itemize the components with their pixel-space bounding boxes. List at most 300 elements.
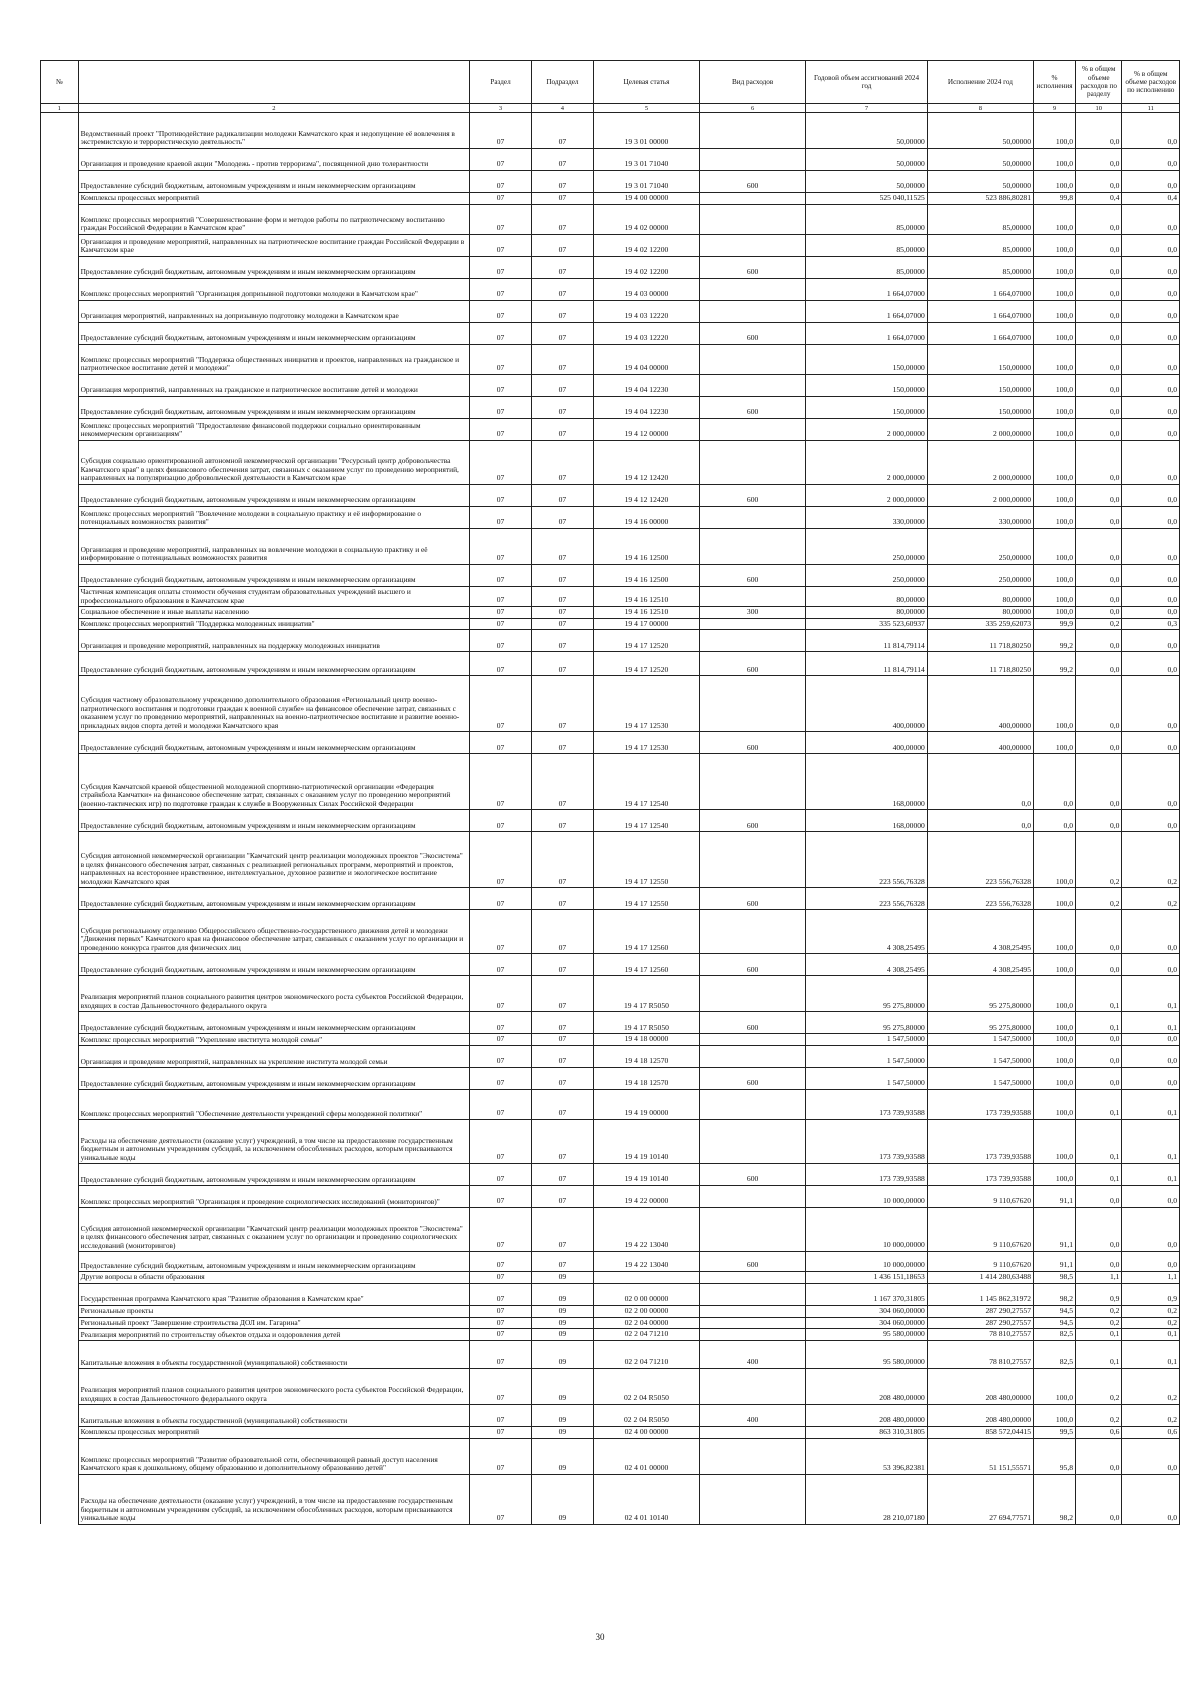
row-name: Организация и проведение мероприятий, направленных на укрепление института молодой семьи [78,1046,469,1068]
row-subsection: 07 [531,630,593,652]
row-name: Комплекс процессных мероприятий "Развитие образовательной сети, обеспечивающей равный доступ населения Камчатского края к дошкольному, общему образованию и дополнительному образованию детей" [78,1438,469,1474]
row-name: Предоставление субсидий бюджетным, автономным учреждениям и иным некоммерческим организациям [78,485,469,507]
table-row [41,205,1180,235]
row-exec: 95 275,80000 [927,1012,1033,1034]
row-exp-type [700,1208,806,1252]
row-index [41,193,79,205]
row-subsection: 07 [531,279,593,301]
row-index [41,1186,79,1208]
row-exec: 4 308,25495 [927,954,1033,976]
row-subsection: 07 [531,810,593,832]
row-annual: 1 547,50000 [806,1034,928,1046]
row-exec: 400,00000 [927,732,1033,754]
row-exec: 208 480,00000 [927,1369,1033,1405]
row-target: 19 3 01 71040 [593,171,699,193]
table-row [41,888,1180,910]
header-num: № [41,61,79,104]
row-target: 02 0 00 00000 [593,1283,699,1305]
row-pct: 100,0 [1034,1034,1076,1046]
row-exp-type [700,832,806,888]
row-index [41,113,79,149]
row-section: 07 [470,1272,532,1284]
row-annual: 1 436 151,18653 [806,1272,928,1284]
row-annual: 95 580,00000 [806,1341,928,1369]
row-share-total: 0,0 [1122,279,1180,301]
header-share-total: % в общем объеме расходов по исполнению [1122,61,1180,104]
row-target: 19 4 17 12560 [593,954,699,976]
row-share-section: 0,0 [1076,529,1122,565]
column-number: 8 [927,104,1033,113]
row-index [41,810,79,832]
row-exec: 150,00000 [927,345,1033,375]
row-annual: 150,00000 [806,397,928,419]
row-index [41,1034,79,1046]
table-row [41,910,1180,954]
row-pct: 100,0 [1034,587,1076,607]
row-index [41,323,79,345]
row-index [41,171,79,193]
row-annual: 250,00000 [806,529,928,565]
row-name: Региональный проект "Завершение строительства ДОЛ им. Гагарина" [78,1317,469,1329]
row-section: 07 [470,1427,532,1439]
row-exp-type: 600 [700,257,806,279]
row-index [41,1046,79,1068]
row-exp-type: 600 [700,485,806,507]
row-target: 19 4 12 12420 [593,441,699,485]
row-annual: 95 275,80000 [806,1012,928,1034]
row-exp-type [700,1046,806,1068]
row-share-total: 0,0 [1122,630,1180,652]
row-exp-type [700,1369,806,1405]
row-pct: 99,2 [1034,652,1076,676]
row-exp-type [700,976,806,1012]
table-row [41,1090,1180,1120]
row-target: 19 4 02 12200 [593,257,699,279]
row-exec: 223 556,76328 [927,888,1033,910]
table-row [41,1317,1180,1329]
row-exec: 523 886,80281 [927,193,1033,205]
row-target: 19 3 01 00000 [593,113,699,149]
row-share-section: 0,2 [1076,618,1122,630]
row-share-section: 0,2 [1076,1317,1122,1329]
row-index [41,1317,79,1329]
row-share-total: 0,0 [1122,754,1180,810]
row-exec: 78 810,27557 [927,1329,1033,1341]
row-index [41,507,79,529]
row-exp-type [700,1427,806,1439]
row-share-section: 0,0 [1076,441,1122,485]
row-exec: 27 694,77571 [927,1474,1033,1524]
row-target: 02 2 04 00000 [593,1317,699,1329]
row-annual: 85,00000 [806,205,928,235]
row-share-section: 0,0 [1076,652,1122,676]
table-row [41,587,1180,607]
row-index [41,1405,79,1427]
row-exec: 223 556,76328 [927,832,1033,888]
row-pct: 100,0 [1034,1068,1076,1090]
row-target: 19 4 18 00000 [593,1034,699,1046]
row-pct: 100,0 [1034,485,1076,507]
row-name: Социальное обеспечение и иные выплаты населению [78,607,469,619]
row-pct: 100,0 [1034,954,1076,976]
row-pct: 100,0 [1034,113,1076,149]
row-exec: 2 000,00000 [927,485,1033,507]
row-index [41,1329,79,1341]
row-index [41,279,79,301]
row-section: 07 [470,1405,532,1427]
row-section: 07 [470,323,532,345]
row-exp-type: 600 [700,1252,806,1272]
row-share-section: 0,0 [1076,235,1122,257]
row-exec: 1 547,50000 [927,1046,1033,1068]
row-share-section: 0,0 [1076,397,1122,419]
row-name: Комплекс процессных мероприятий "Предоставление финансовой поддержки социально ориентированным некоммерческим организациям" [78,419,469,441]
row-annual: 150,00000 [806,345,928,375]
column-number: 6 [700,104,806,113]
table-row [41,832,1180,888]
row-pct: 100,0 [1034,441,1076,485]
row-subsection: 07 [531,397,593,419]
row-pct: 100,0 [1034,419,1076,441]
row-pct: 99,2 [1034,630,1076,652]
row-name: Расходы на обеспечение деятельности (оказание услуг) учреждений, в том числе на предоставление государственным бюджетным и автономным учреждениям субсидий, за исключением обособленных расходов, которым присваиваются уникальные коды [78,1474,469,1524]
row-name: Организация и проведение мероприятий, направленных на поддержку молодежных инициатив [78,630,469,652]
row-share-total: 0,2 [1122,1305,1180,1317]
row-section: 07 [470,754,532,810]
row-share-section: 0,1 [1076,1120,1122,1164]
row-share-section: 0,2 [1076,1305,1122,1317]
row-exp-type [700,1283,806,1305]
row-index [41,345,79,375]
row-exec: 50,00000 [927,149,1033,171]
row-share-total: 0,1 [1122,1012,1180,1034]
table-row [41,1012,1180,1034]
row-pct: 100,0 [1034,1405,1076,1427]
row-share-total: 0,0 [1122,507,1180,529]
row-exec: 11 718,80250 [927,652,1033,676]
row-annual: 10 000,00000 [806,1208,928,1252]
row-name: Организация и проведение мероприятий, направленных на вовлечение молодежи в социальную практику и её информирование о потенциальных возможностях развития [78,529,469,565]
row-share-total: 0,1 [1122,1329,1180,1341]
row-pct: 82,5 [1034,1329,1076,1341]
row-annual: 173 739,93588 [806,1120,928,1164]
row-exp-type [700,587,806,607]
row-index [41,652,79,676]
row-section: 07 [470,888,532,910]
row-annual: 335 523,60937 [806,618,928,630]
row-index [41,485,79,507]
row-share-section: 0,0 [1076,375,1122,397]
row-share-total: 0,0 [1122,419,1180,441]
row-name: Комплекс процессных мероприятий "Вовлечение молодежи в социальную практику и её информирование о потенциальных возможностях развития" [78,507,469,529]
row-index [41,976,79,1012]
row-exec: 1 547,50000 [927,1068,1033,1090]
row-exp-type [700,1090,806,1120]
row-section: 07 [470,375,532,397]
row-pct: 100,0 [1034,301,1076,323]
row-index [41,375,79,397]
row-index [41,1120,79,1164]
row-target: 19 4 12 12420 [593,485,699,507]
row-pct: 100,0 [1034,1120,1076,1164]
row-subsection: 07 [531,345,593,375]
row-pct: 98,2 [1034,1474,1076,1524]
row-subsection: 07 [531,832,593,888]
row-target: 19 4 17 12520 [593,630,699,652]
column-number: 3 [470,104,532,113]
row-share-section: 0,1 [1076,976,1122,1012]
row-share-total: 0,2 [1122,832,1180,888]
row-exec: 4 308,25495 [927,910,1033,954]
row-share-total: 0,0 [1122,113,1180,149]
row-share-section: 0,0 [1076,419,1122,441]
table-row [41,1208,1180,1252]
row-section: 07 [470,441,532,485]
column-number-row [41,104,1180,113]
row-name: Организация и проведение мероприятий, направленных на патриотическое воспитание граждан Российской Федерации в Камчатском крае [78,235,469,257]
row-subsection: 07 [531,1252,593,1272]
row-section: 07 [470,630,532,652]
column-number: 9 [1034,104,1076,113]
row-share-total: 0,0 [1122,954,1180,976]
header-exp-type: Вид расходов [700,61,806,104]
row-share-total: 0,0 [1122,345,1180,375]
row-pct: 98,5 [1034,1272,1076,1284]
row-share-total: 0,0 [1122,205,1180,235]
row-annual: 95 580,00000 [806,1329,928,1341]
table-row [41,323,1180,345]
row-share-total: 0,0 [1122,1208,1180,1252]
row-name: Комплекс процессных мероприятий "Организация допризывной подготовки молодежи в Камчатском крае" [78,279,469,301]
row-subsection: 07 [531,954,593,976]
row-target: 02 4 01 00000 [593,1438,699,1474]
row-share-section: 0,2 [1076,832,1122,888]
row-section: 07 [470,171,532,193]
row-share-total: 0,0 [1122,375,1180,397]
row-share-section: 0,0 [1076,954,1122,976]
row-name: Капитальные вложения в объекты государственной (муниципальной) собственности [78,1341,469,1369]
row-subsection: 07 [531,676,593,732]
row-annual: 525 040,11525 [806,193,928,205]
row-target: 19 4 17 12560 [593,910,699,954]
row-name: Организация мероприятий, направленных на допризывную подготовку молодежи в Камчатском крае [78,301,469,323]
row-index [41,754,79,810]
row-exec: 95 275,80000 [927,976,1033,1012]
row-index [41,1438,79,1474]
row-share-total: 0,0 [1122,1474,1180,1524]
row-exp-type [700,1034,806,1046]
row-target: 19 4 17 12550 [593,832,699,888]
row-index [41,529,79,565]
table-row [41,732,1180,754]
table-row [41,618,1180,630]
row-annual: 50,00000 [806,113,928,149]
row-pct: 100,0 [1034,565,1076,587]
row-name: Предоставление субсидий бюджетным, автономным учреждениям и иным некоммерческим организациям [78,257,469,279]
row-target: 19 4 19 10140 [593,1120,699,1164]
row-annual: 1 547,50000 [806,1068,928,1090]
row-subsection: 07 [531,507,593,529]
row-section: 07 [470,607,532,619]
row-exec: 51 151,55571 [927,1438,1033,1474]
row-annual: 1 664,07000 [806,279,928,301]
row-index [41,1272,79,1284]
row-name: Предоставление субсидий бюджетным, автономным учреждениям и иным некоммерческим организациям [78,323,469,345]
row-share-total: 0,4 [1122,193,1180,205]
row-index [41,1090,79,1120]
row-exp-type [700,441,806,485]
row-section: 07 [470,587,532,607]
row-share-section: 0,0 [1076,676,1122,732]
row-exec: 1 664,07000 [927,301,1033,323]
table-row [41,1427,1180,1439]
row-exp-type [700,235,806,257]
table-row [41,976,1180,1012]
row-pct: 100,0 [1034,1369,1076,1405]
row-target: 19 4 00 00000 [593,193,699,205]
row-annual: 28 210,07180 [806,1474,928,1524]
row-section: 07 [470,1090,532,1120]
row-target: 19 4 16 12500 [593,529,699,565]
row-exp-type [700,149,806,171]
table-row [41,419,1180,441]
row-index [41,1283,79,1305]
row-annual: 50,00000 [806,171,928,193]
row-pct: 94,5 [1034,1317,1076,1329]
row-annual: 223 556,76328 [806,888,928,910]
row-subsection: 09 [531,1272,593,1284]
row-share-total: 0,0 [1122,441,1180,485]
row-exec: 173 739,93588 [927,1120,1033,1164]
row-exp-type [700,279,806,301]
row-annual: 95 275,80000 [806,976,928,1012]
row-exp-type [700,345,806,375]
row-annual: 11 814,79114 [806,652,928,676]
table-row [41,301,1180,323]
row-annual: 1 167 370,31805 [806,1283,928,1305]
row-section: 07 [470,1341,532,1369]
row-share-total: 0,0 [1122,1034,1180,1046]
document-page [40,60,1180,1525]
row-pct: 100,0 [1034,171,1076,193]
row-target: 02 2 04 71210 [593,1329,699,1341]
row-exec: 250,00000 [927,565,1033,587]
row-subsection: 07 [531,323,593,345]
row-pct: 100,0 [1034,888,1076,910]
table-row [41,565,1180,587]
row-section: 07 [470,193,532,205]
row-exec: 335 259,62073 [927,618,1033,630]
row-annual: 400,00000 [806,732,928,754]
row-name: Комплекс процессных мероприятий "Укрепление института молодой семьи" [78,1034,469,1046]
row-exp-type: 600 [700,565,806,587]
row-exp-type [700,1120,806,1164]
table-row [41,810,1180,832]
row-annual: 304 060,00000 [806,1317,928,1329]
row-index [41,954,79,976]
row-annual: 168,00000 [806,754,928,810]
row-share-total: 0,2 [1122,1369,1180,1405]
row-pct: 100,0 [1034,397,1076,419]
table-row [41,1329,1180,1341]
row-pct: 100,0 [1034,507,1076,529]
row-annual: 400,00000 [806,676,928,732]
column-number: 2 [78,104,469,113]
table-row [41,441,1180,485]
row-exec: 150,00000 [927,375,1033,397]
row-target: 19 4 04 12230 [593,397,699,419]
row-name: Субсидия автономной некоммерческой организации "Камчатский центр реализации молодежных проектов "Экосистема" в целях финансового обеспечения затрат, связанных с реализацией региональных программ, мероприятий и проектов, направленных на всестороннее нравственное, интеллектуальное, духовное развитие и экологическое воспитание молодежи Камчатского края [78,832,469,888]
table-header-row [41,61,1180,104]
table-row [41,1272,1180,1284]
table-row [41,1046,1180,1068]
row-index [41,910,79,954]
row-subsection: 07 [531,1186,593,1208]
row-index [41,832,79,888]
row-name: Предоставление субсидий бюджетным, автономным учреждениям и иным некоммерческим организациям [78,954,469,976]
row-pct: 98,2 [1034,1283,1076,1305]
table-row [41,1438,1180,1474]
row-section: 07 [470,1438,532,1474]
row-target: 19 4 18 12570 [593,1068,699,1090]
row-share-total: 0,0 [1122,587,1180,607]
row-target: 19 4 02 12200 [593,235,699,257]
table-row [41,507,1180,529]
row-section: 07 [470,1164,532,1186]
row-pct: 100,0 [1034,910,1076,954]
row-section: 07 [470,1208,532,1252]
row-subsection: 07 [531,607,593,619]
row-section: 07 [470,345,532,375]
row-pct: 82,5 [1034,1341,1076,1369]
row-target: 19 4 17 12550 [593,888,699,910]
row-pct: 94,5 [1034,1305,1076,1317]
row-annual: 10 000,00000 [806,1186,928,1208]
row-target: 02 2 00 00000 [593,1305,699,1317]
row-subsection: 07 [531,149,593,171]
row-annual: 85,00000 [806,235,928,257]
column-number: 7 [806,104,928,113]
row-subsection: 09 [531,1369,593,1405]
row-share-section: 0,2 [1076,888,1122,910]
row-index [41,630,79,652]
row-pct: 91,1 [1034,1186,1076,1208]
row-pct: 100,0 [1034,257,1076,279]
table-row [41,235,1180,257]
row-share-total: 0,6 [1122,1427,1180,1439]
row-target: 02 4 01 10140 [593,1474,699,1524]
row-annual: 80,00000 [806,587,928,607]
row-section: 07 [470,507,532,529]
row-target: 19 4 04 12230 [593,375,699,397]
row-exec: 287 290,27557 [927,1317,1033,1329]
row-share-section: 0,0 [1076,323,1122,345]
header-pct: % исполнения [1034,61,1076,104]
row-name: Организация мероприятий, направленных на гражданское и патриотическое воспитание детей и молодежи [78,375,469,397]
row-pct: 100,0 [1034,149,1076,171]
row-share-section: 0,0 [1076,732,1122,754]
row-name: Расходы на обеспечение деятельности (оказание услуг) учреждений, в том числе на предоставление государственным бюджетным и автономным учреждениям субсидий, за исключением обособленных расходов, которым присваиваются уникальные коды [78,1120,469,1164]
row-section: 07 [470,832,532,888]
row-share-section: 0,0 [1076,1438,1122,1474]
row-exec: 9 110,67620 [927,1252,1033,1272]
row-name: Другие вопросы в области образования [78,1272,469,1284]
row-section: 07 [470,279,532,301]
row-subsection: 07 [531,529,593,565]
table-row [41,171,1180,193]
row-share-total: 0,0 [1122,1438,1180,1474]
row-index [41,607,79,619]
